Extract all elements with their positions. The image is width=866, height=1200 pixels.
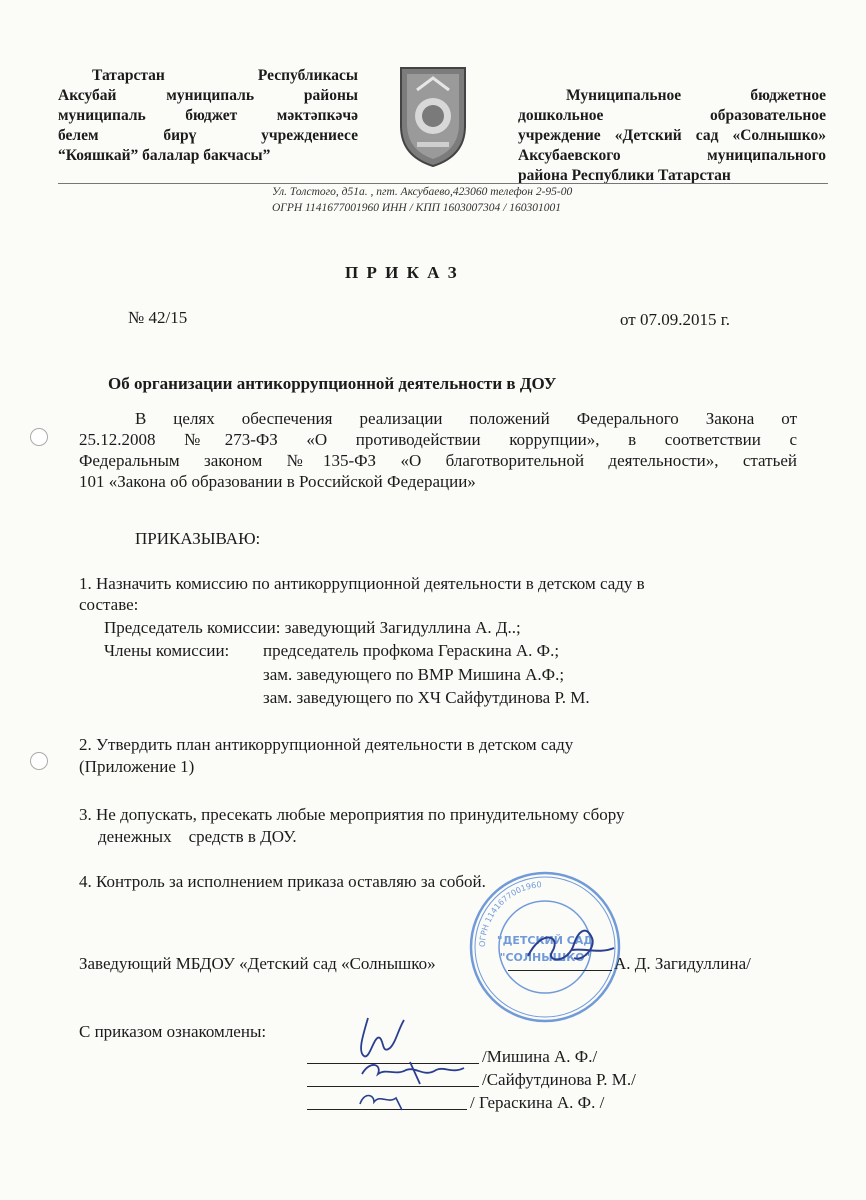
preamble xyxy=(79,408,797,492)
header-left-line: “Кояшкай” балалар бакчасы” xyxy=(58,147,271,164)
address-line: Ул. Толстого, д51а. , пгт. Аксубаево,423060 телефон 2-95-00 xyxy=(272,186,573,198)
header-left-line: Аксубай муниципаль районы xyxy=(58,87,358,104)
item-3-line: 3. Не допускать, пресекать любые мероприятия по принудительному сбору xyxy=(79,805,625,824)
header-right-line: Муниципальное бюджетное xyxy=(566,87,826,104)
header-right-line: учреждение «Детский сад «Солнышко» xyxy=(518,127,826,144)
coat-of-arms-emblem xyxy=(397,60,469,168)
acknowledged-name: /Мишина А. Ф./ xyxy=(482,1047,598,1066)
item-4-line: 4. Контроль за исполнением приказа оставляю за собой. xyxy=(79,872,486,891)
header-right-line: Аксубаевского муниципального xyxy=(518,147,826,164)
members-label: Члены комиссии: xyxy=(104,641,230,660)
item-3-line: денежных средств в ДОУ. xyxy=(98,827,297,846)
preamble-line: В целях обеспечения реализации положений Федерального Закона от xyxy=(135,409,797,428)
order-date: от 07.09.2015 г. xyxy=(620,310,731,329)
header-divider xyxy=(58,183,828,184)
commission-chair: Председатель комиссии: заведующий Загидуллина А. Д..; xyxy=(104,618,521,637)
registration-line: ОГРН 1141677001960 ИНН / КПП 1603007304 / 160301001 xyxy=(272,202,561,214)
item-2-line: (Приложение 1) xyxy=(79,757,195,776)
order-subject: Об организации антикоррупционной деятельности в ДОУ xyxy=(108,374,557,393)
member-item: председатель профкома Гераскина А. Ф.; xyxy=(263,641,560,660)
header-left-line: муниципаль бюджет мәктәпкәчә xyxy=(58,107,358,124)
preamble-line: 101 «Закона об образовании в Российской Федерации» xyxy=(79,472,476,491)
document-title: П Р И К А З xyxy=(345,263,459,282)
header-left-block xyxy=(58,66,358,166)
preamble-line: Федеральным законом №135-ФЗ «О благотворительной деятельности», статьей xyxy=(79,451,797,470)
member-item: зам. заведующего по ВМР Мишина А.Ф.; xyxy=(263,665,565,684)
head-name: А. Д. Загидуллина/ xyxy=(614,954,751,973)
head-title: Заведующий МБДОУ «Детский сад «Солнышко» xyxy=(79,954,436,973)
item-1-line: составе: xyxy=(79,595,139,614)
head-signature xyxy=(522,918,618,978)
order-number: № 42/15 xyxy=(128,308,188,327)
header-left-line: белем бирү учреждениесе xyxy=(58,127,358,144)
stamp-center-text: "СОЛНЫШКО" xyxy=(499,951,591,964)
acknowledged-name: / Гераскина А. Ф. / xyxy=(470,1093,605,1112)
acknowledged-name: /Сайфутдинова Р. М./ xyxy=(482,1070,636,1089)
header-right-line: района Республики Татарстан xyxy=(518,167,731,184)
stamp-center-text: "ДЕТСКИЙ САД xyxy=(496,934,594,947)
punch-hole xyxy=(30,752,48,770)
item-2-line: 2. Утвердить план антикоррупционной деятельности в детском саду xyxy=(79,735,574,754)
punch-hole xyxy=(30,428,48,446)
member-item: зам. заведующего по ХЧ Сайфутдинова Р. М. xyxy=(263,688,590,707)
header-left-line: Татарстан Республикасы xyxy=(92,67,358,84)
stamp-ring-text: ОГРН 1141677001960 xyxy=(477,880,542,948)
header-right-line: дошкольное образовательное xyxy=(518,107,826,124)
acknowledged-label: С приказом ознакомлены: xyxy=(79,1022,267,1041)
item-1-line: 1. Назначить комиссию по антикоррупционной деятельности в детском саду в xyxy=(79,574,645,593)
preamble-line: 25.12.2008 №273-ФЗ «О противодействии коррупции», в соответствии с xyxy=(79,430,797,449)
header-right-block xyxy=(518,86,826,186)
handwritten-signatures xyxy=(340,1008,490,1118)
order-verb: ПРИКАЗЫВАЮ: xyxy=(135,529,261,548)
